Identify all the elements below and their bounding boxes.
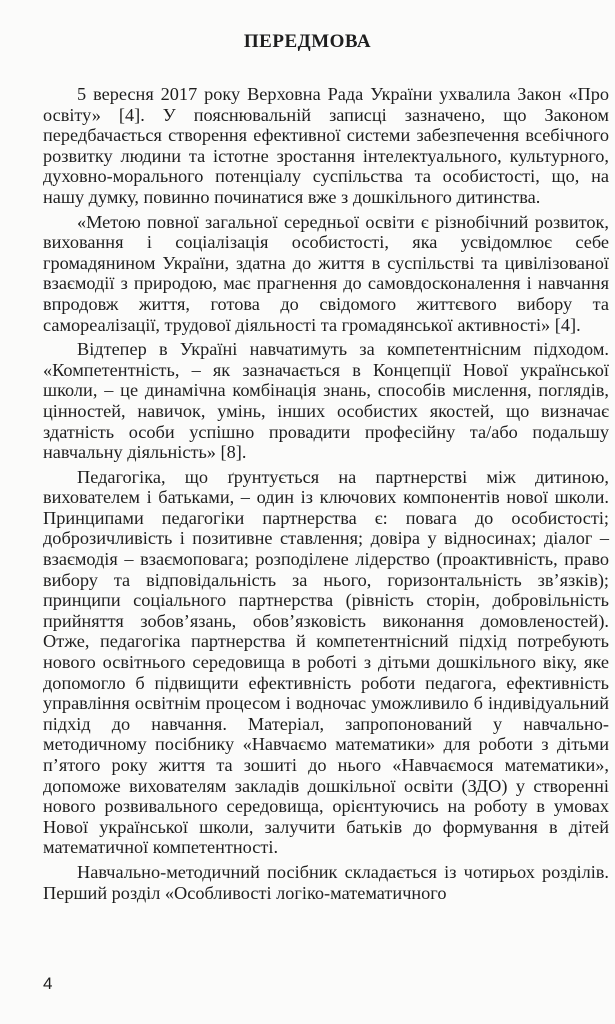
body-text xyxy=(43,84,609,907)
paragraph-5: Навчально-методичний посібник складається із чотирьох розділів. Перший розділ «Особливості логіко-математичного xyxy=(43,861,609,903)
page-number: 4 xyxy=(43,974,53,993)
paragraph-4: Педагогіка, що ґрунтується на партнерстві між дитиною, вихователем і батьками, – один із ключових компонентів нової школи. Принципами педагогіки партнерства є: повага до особистості; доброзичливість і позитивне ставлення; довіра у відносинах; діалог – взаємодія – взаємоповага; розподілене лідерство (проактивність, право вибору та відповідальність за нього, горизонтальність зв’язків); принципи соціального партнерства (рівність сторін, добровільність прийняття зобов’язань, обов’язковість виконання домовленостей). Отже, педагогіка партнерства й компетентнісний підхід потребують нового освітнього середовища в роботі з дітьми дошкільного віку, яке допомогло б підвищити ефективність роботи педагога, ефективність управління освітнім процесом і водночас уможливило б індивідуальний підхід до навчання. Матеріал, запропонований у навчально-методичному посібнику «Навчаємо математики» для роботи з дітьми п’ятого року життя та зошиті до нього «Навчаємося математики», допоможе вихователям закладів дошкільної освіти (ЗДО) у створенні нового розвивального середовища, орієнтуючись на роботу в умовах Нової української школи, залучити батьків до формування в дітей математичної компетентності. xyxy=(43,466,609,858)
page-title: ПЕРЕДМОВА xyxy=(243,31,372,52)
paragraph-3: Відтепер в Україні навчатимуть за компетентнісним підходом. «Компетентність, – як зазначається в Концепції Нової української школи, – це динамічна комбінація знань, способів мислення, поглядів, цінностей, навичок, умінь, інших особистих якостей, що визначає здатність особи успішно провадити професійну та/або подальшу навчальну діяльність» [8]. xyxy=(43,339,609,463)
paragraph-2: «Метою повної загальної середньої освіти є різнобічний розвиток, виховання і соціалізація особистості, яка усвідомлює себе громадянином України, здатна до життя в суспільстві та цивілізованої взаємодії з природою, має прагнення до самовдосконалення і навчання впродовж життя, готова до свідомого життєвого вибору та самореалізації, трудової діяльності та громадянської активності» [4]. xyxy=(43,211,609,335)
paragraph-1: 5 вересня 2017 року Верховна Рада України ухвалила Закон «Про освіту» [4]. У пояснювальній записці зазначено, що Законом передбачається створення ефективної системи забезпечення всебічного розвитку людини та істотне зростання інтелектуального, культурного, духовно-морального потенціалу суспільства та особистості, що, на нашу думку, повинно починатися вже з дошкільного дитинства. xyxy=(43,84,609,207)
